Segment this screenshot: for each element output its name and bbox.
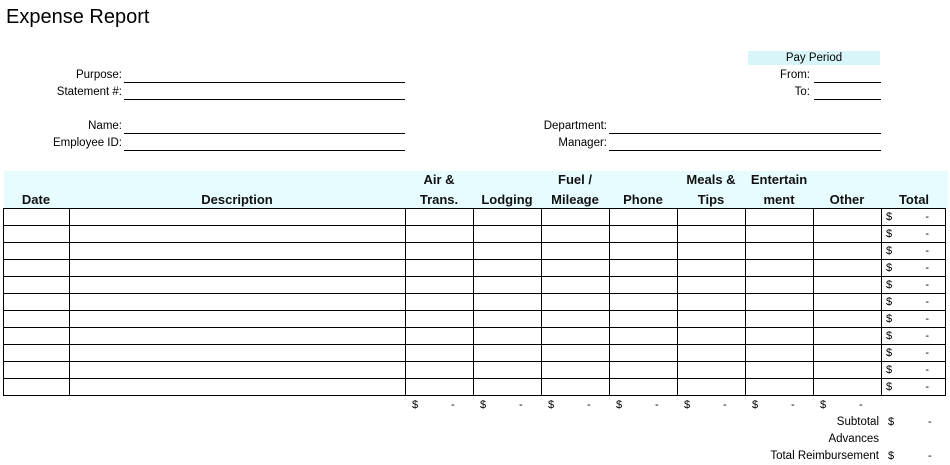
- cell-total: [882, 328, 946, 345]
- cell-lodging[interactable]: [474, 345, 542, 362]
- column-total-value-phone: -: [655, 399, 659, 411]
- column-total-currency-phone: $: [616, 399, 623, 411]
- cell-description[interactable]: [70, 379, 406, 396]
- cell-fuel-mileage[interactable]: [542, 260, 610, 277]
- cell-phone[interactable]: [610, 362, 678, 379]
- column-total-currency-air-trans: $: [412, 399, 419, 411]
- cell-total: [882, 362, 946, 379]
- cell-date[interactable]: [4, 311, 70, 328]
- cell-fuel-mileage[interactable]: [542, 226, 610, 243]
- cell-phone[interactable]: [610, 311, 678, 328]
- row-total-value: -: [925, 330, 929, 342]
- column-header-air-line1: Air &: [423, 172, 455, 187]
- row-total-currency: $: [886, 347, 893, 359]
- cell-phone[interactable]: [610, 328, 678, 345]
- row-total-value: -: [925, 381, 929, 393]
- cell-entertainment[interactable]: [746, 345, 814, 362]
- column-total-value-meals-tips: -: [723, 399, 727, 411]
- total-reimbursement-currency: $: [888, 450, 895, 462]
- column-total-value-entertainment: -: [791, 399, 795, 411]
- column-header-phone: Phone: [623, 192, 663, 207]
- cell-description[interactable]: [70, 328, 406, 345]
- column-total-value-fuel-mileage: -: [587, 399, 591, 411]
- cell-fuel-mileage[interactable]: [542, 328, 610, 345]
- employee-id-label: Employee ID:: [52, 137, 122, 149]
- column-header-entertainment-line1: Entertain: [750, 172, 808, 187]
- column-header-fuel-line1: Fuel /: [558, 172, 592, 187]
- cell-description[interactable]: [70, 277, 406, 294]
- table-row: [4, 379, 946, 396]
- table-row: [4, 243, 946, 260]
- cell-other[interactable]: [814, 362, 882, 379]
- cell-description[interactable]: [70, 345, 406, 362]
- from-field[interactable]: [814, 82, 881, 83]
- cell-lodging[interactable]: [474, 328, 542, 345]
- cell-fuel-mileage[interactable]: [542, 209, 610, 226]
- cell-phone[interactable]: [610, 294, 678, 311]
- cell-air-trans[interactable]: [406, 226, 474, 243]
- cell-lodging[interactable]: [474, 379, 542, 396]
- table-row: [4, 328, 946, 345]
- cell-phone[interactable]: [610, 379, 678, 396]
- column-header-description: Description: [201, 192, 273, 207]
- report-title: Expense Report: [6, 6, 150, 28]
- cell-meals-tips[interactable]: [678, 345, 746, 362]
- cell-entertainment[interactable]: [746, 294, 814, 311]
- cell-meals-tips[interactable]: [678, 379, 746, 396]
- employee-id-field[interactable]: [124, 150, 405, 151]
- cell-total: [882, 311, 946, 328]
- subtotal-currency: $: [888, 416, 895, 428]
- cell-fuel-mileage[interactable]: [542, 294, 610, 311]
- column-header-meals-line2: Tips: [697, 192, 725, 207]
- cell-total: [882, 243, 946, 260]
- cell-entertainment[interactable]: [746, 226, 814, 243]
- row-total-currency: $: [886, 313, 893, 325]
- table-row: [4, 277, 946, 294]
- column-total-currency-fuel-mileage: $: [548, 399, 555, 411]
- cell-lodging[interactable]: [474, 362, 542, 379]
- cell-entertainment[interactable]: [746, 311, 814, 328]
- cell-total: [882, 294, 946, 311]
- advances-field[interactable]: [884, 446, 946, 447]
- cell-entertainment[interactable]: [746, 243, 814, 260]
- column-header-air-line2: Trans.: [419, 192, 459, 207]
- table-row: [4, 226, 946, 243]
- table-row: [4, 209, 946, 226]
- row-total-currency: $: [886, 245, 893, 257]
- cell-meals-tips[interactable]: [678, 311, 746, 328]
- row-total-value: -: [925, 211, 929, 223]
- row-total-value: -: [925, 296, 929, 308]
- cell-total: [882, 226, 946, 243]
- row-total-value: -: [925, 313, 929, 325]
- subtotal-label: Subtotal: [836, 416, 879, 428]
- cell-total: [882, 379, 946, 396]
- pay-period-label: Pay Period: [748, 51, 880, 65]
- advances-label: Advances: [828, 433, 879, 445]
- cell-meals-tips[interactable]: [678, 226, 746, 243]
- row-total-value: -: [925, 228, 929, 240]
- row-total-value: -: [925, 245, 929, 257]
- cell-other[interactable]: [814, 294, 882, 311]
- row-total-currency: $: [886, 279, 893, 291]
- statement-number-label: Statement #:: [56, 86, 122, 98]
- cell-fuel-mileage[interactable]: [542, 243, 610, 260]
- cell-date[interactable]: [4, 260, 70, 277]
- cell-lodging[interactable]: [474, 260, 542, 277]
- total-reimbursement-value: -: [928, 450, 932, 462]
- cell-other[interactable]: [814, 311, 882, 328]
- row-total-currency: $: [886, 228, 893, 240]
- column-total-value-other: -: [859, 399, 863, 411]
- cell-description[interactable]: [70, 260, 406, 277]
- cell-other[interactable]: [814, 209, 882, 226]
- cell-other[interactable]: [814, 260, 882, 277]
- cell-other[interactable]: [814, 277, 882, 294]
- cell-entertainment[interactable]: [746, 362, 814, 379]
- cell-date[interactable]: [4, 209, 70, 226]
- cell-other[interactable]: [814, 345, 882, 362]
- cell-date[interactable]: [4, 379, 70, 396]
- cell-description[interactable]: [70, 209, 406, 226]
- cell-entertainment[interactable]: [746, 328, 814, 345]
- cell-entertainment[interactable]: [746, 277, 814, 294]
- cell-phone[interactable]: [610, 243, 678, 260]
- cell-description[interactable]: [70, 362, 406, 379]
- column-total-value-air-trans: -: [451, 399, 455, 411]
- cell-phone[interactable]: [610, 209, 678, 226]
- table-row: [4, 311, 946, 328]
- cell-fuel-mileage[interactable]: [542, 277, 610, 294]
- cell-entertainment[interactable]: [746, 209, 814, 226]
- cell-other[interactable]: [814, 243, 882, 260]
- column-header-entertainment-line2: ment: [763, 192, 795, 207]
- cell-date[interactable]: [4, 294, 70, 311]
- cell-phone[interactable]: [610, 226, 678, 243]
- cell-other[interactable]: [814, 328, 882, 345]
- cell-phone[interactable]: [610, 345, 678, 362]
- cell-fuel-mileage[interactable]: [542, 362, 610, 379]
- cell-lodging[interactable]: [474, 243, 542, 260]
- cell-description[interactable]: [70, 226, 406, 243]
- column-header-lodging: Lodging: [481, 192, 533, 207]
- cell-entertainment[interactable]: [746, 260, 814, 277]
- cell-meals-tips[interactable]: [678, 362, 746, 379]
- row-total-value: -: [925, 279, 929, 291]
- column-header-other: Other: [829, 192, 865, 207]
- row-total-value: -: [925, 364, 929, 376]
- cell-total: [882, 277, 946, 294]
- cell-meals-tips[interactable]: [678, 294, 746, 311]
- column-header-total: Total: [898, 192, 930, 207]
- cell-air-trans[interactable]: [406, 379, 474, 396]
- cell-date[interactable]: [4, 277, 70, 294]
- department-field[interactable]: [609, 133, 881, 134]
- purpose-field[interactable]: [124, 82, 405, 83]
- cell-lodging[interactable]: [474, 294, 542, 311]
- cell-entertainment[interactable]: [746, 379, 814, 396]
- total-reimbursement-label: Total Reimbursement: [770, 450, 879, 462]
- subtotal-value: -: [928, 416, 932, 428]
- cell-fuel-mileage[interactable]: [542, 345, 610, 362]
- cell-air-trans[interactable]: [406, 362, 474, 379]
- to-field[interactable]: [814, 99, 881, 100]
- cell-lodging[interactable]: [474, 277, 542, 294]
- cell-air-trans[interactable]: [406, 260, 474, 277]
- cell-date[interactable]: [4, 243, 70, 260]
- row-total-currency: $: [886, 381, 893, 393]
- cell-description[interactable]: [70, 294, 406, 311]
- cell-meals-tips[interactable]: [678, 260, 746, 277]
- cell-meals-tips[interactable]: [678, 243, 746, 260]
- cell-date[interactable]: [4, 328, 70, 345]
- cell-description[interactable]: [70, 243, 406, 260]
- name-label: Name:: [88, 120, 122, 132]
- column-total-currency-entertainment: $: [752, 399, 759, 411]
- row-total-currency: $: [886, 364, 893, 376]
- row-total-currency: $: [886, 296, 893, 308]
- cell-air-trans[interactable]: [406, 345, 474, 362]
- column-total-currency-lodging: $: [480, 399, 487, 411]
- cell-meals-tips[interactable]: [678, 277, 746, 294]
- cell-lodging[interactable]: [474, 226, 542, 243]
- cell-air-trans[interactable]: [406, 328, 474, 345]
- cell-date[interactable]: [4, 362, 70, 379]
- cell-fuel-mileage[interactable]: [542, 311, 610, 328]
- cell-date[interactable]: [4, 345, 70, 362]
- cell-date[interactable]: [4, 226, 70, 243]
- row-total-value: -: [925, 262, 929, 274]
- row-total-currency: $: [886, 330, 893, 342]
- column-header-date: Date: [21, 192, 51, 207]
- cell-air-trans[interactable]: [406, 243, 474, 260]
- cell-other[interactable]: [814, 379, 882, 396]
- table-row: [4, 362, 946, 379]
- cell-lodging[interactable]: [474, 209, 542, 226]
- manager-label: Manager:: [558, 137, 607, 149]
- cell-air-trans[interactable]: [406, 277, 474, 294]
- cell-lodging[interactable]: [474, 311, 542, 328]
- row-total-currency: $: [886, 211, 893, 223]
- cell-total: [882, 345, 946, 362]
- cell-meals-tips[interactable]: [678, 209, 746, 226]
- cell-description[interactable]: [70, 311, 406, 328]
- expense-table-body: [4, 209, 946, 396]
- cell-phone[interactable]: [610, 260, 678, 277]
- row-total-value: -: [925, 347, 929, 359]
- purpose-label: Purpose:: [75, 69, 122, 81]
- column-total-value-lodging: -: [519, 399, 523, 411]
- table-row: [4, 345, 946, 362]
- name-field[interactable]: [124, 133, 405, 134]
- cell-air-trans[interactable]: [406, 311, 474, 328]
- to-label: To:: [794, 86, 810, 98]
- cell-total: [882, 260, 946, 277]
- manager-field[interactable]: [609, 150, 881, 151]
- column-total-currency-other: $: [820, 399, 827, 411]
- cell-total: [882, 209, 946, 226]
- table-row: [4, 260, 946, 277]
- cell-other[interactable]: [814, 226, 882, 243]
- table-row: [4, 294, 946, 311]
- cell-fuel-mileage[interactable]: [542, 379, 610, 396]
- column-total-currency-meals-tips: $: [684, 399, 691, 411]
- column-header-meals-line1: Meals &: [686, 172, 736, 187]
- column-header-fuel-line2: Mileage: [551, 192, 599, 207]
- cell-air-trans[interactable]: [406, 294, 474, 311]
- row-total-currency: $: [886, 262, 893, 274]
- expense-table: [3, 208, 946, 396]
- cell-phone[interactable]: [610, 277, 678, 294]
- statement-number-field[interactable]: [124, 99, 405, 100]
- from-label: From:: [779, 69, 810, 81]
- cell-meals-tips[interactable]: [678, 328, 746, 345]
- cell-air-trans[interactable]: [406, 209, 474, 226]
- department-label: Department:: [543, 120, 607, 132]
